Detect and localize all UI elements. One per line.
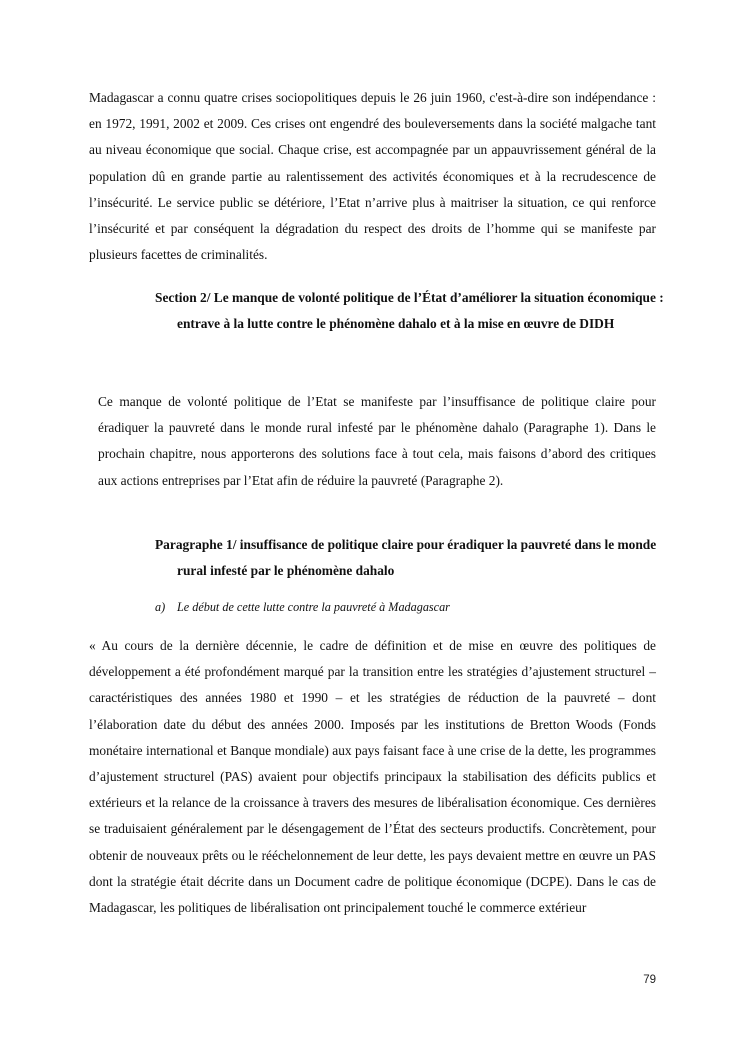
section-heading: Section 2/ Le manque de volonté politique de l’État d’améliorer la situation économique : entrave à la lutte contre le phénomène dahalo et à la mise en œuvre de DIDH: [155, 290, 664, 331]
section-paragraph: Ce manque de volonté politique de l’Etat se manifeste par l’insuffisance de politique claire pour éradiquer la pauvreté dans le monde rural infesté par le phénomène dahalo (Paragraphe 1). Dans le prochain chapitre, nous apporterons des solutions face à tout cela, mais faisons d’abord des critiques aux actions entreprises par l’Etat afin de réduire la pauvreté (Paragraphe 2).: [98, 394, 656, 488]
page-number: 79: [643, 974, 656, 986]
subheading: [155, 596, 450, 618]
quote-paragraph: « Au cours de la dernière décennie, le cadre de définition et de mise en œuvre des politiques de développement a été profondément marqué par la transition entre les stratégies d’ajustement structurel – caractéristiques des années 1980 et 1990 – et les stratégies de réduction de la pauvreté – dont l’élaboration date du début des années 2000. Imposés par les institutions de Bretton Woods (Fonds monétaire international et Banque mondiale) aux pays faisant face à une crise de la dette, les programmes d’ajustement structurel (PAS) avaient pour objectifs principaux la stabilisation des déficits publics et extérieurs et la relance de la croissance à travers des mesures de libéralisation économique. Ces dernières se traduisaient généralement par le désengagement de l’État des secteurs productifs. Concrètement, pour obtenir de nouveaux prêts ou le rééchelonnement de leur dette, les pays devaient mettre en œuvre un PAS dont la stratégie était décrite dans un Document cadre de politique économique (DCPE). Dans le cas de Madagascar, les politiques de libéralisation ont principalement touché le commerce extérieur: [89, 638, 656, 916]
intro-paragraph: Madagascar a connu quatre crises sociopolitiques depuis le 26 juin 1960, c'est-à-dire son indépendance : en 1972, 1991, 2002 et 2009. Ces crises ont engendré des bouleversements dans la société malgache tant au niveau économique que social. Chaque crise, est accompagnée par un appauvrissement général de la population dû en grande partie au ralentissement des activités économiques et à la recrudescence de l’insécurité. Le service public se détériore, l’Etat n’arrive plus à maitriser la situation, ce qui renforce l’insécurité et par conséquent la dégradation du respect des droits de l’homme qui se manifeste par plusieurs facettes de criminalités.: [89, 90, 656, 263]
subheading-label: a): [155, 600, 166, 614]
subheading-text: Le début de cette lutte contre la pauvreté à Madagascar: [177, 600, 450, 614]
paragraph-heading: Paragraphe 1/ insuffisance de politique claire pour éradiquer la pauvreté dans le monde rural infesté par le phénomène dahalo: [155, 537, 657, 578]
